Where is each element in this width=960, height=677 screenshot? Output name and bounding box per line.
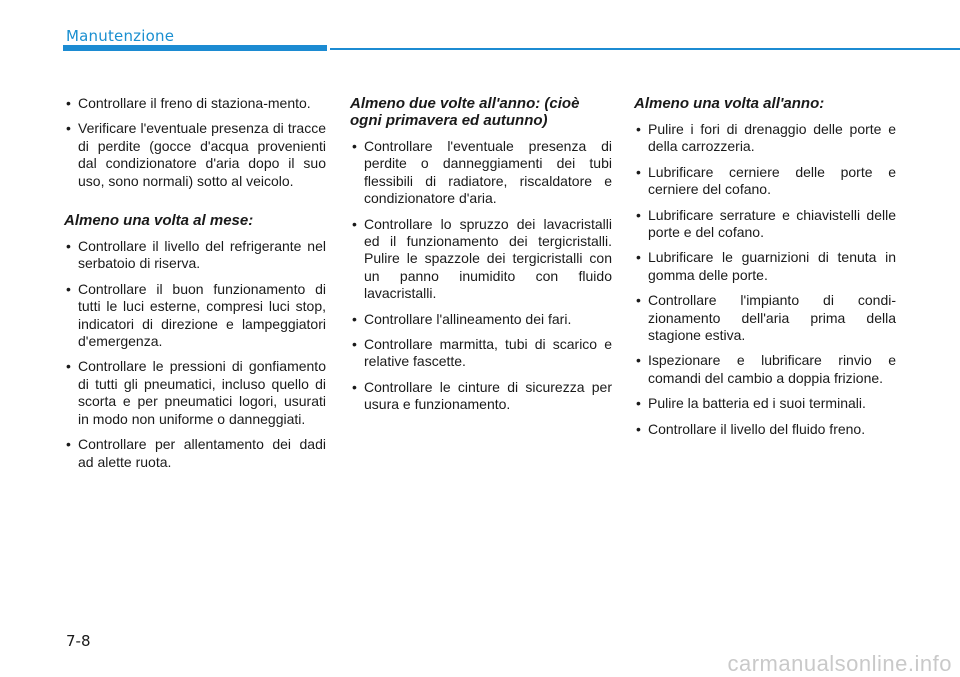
list-item: • Controllare l'allineamento dei fari. (350, 311, 612, 328)
list-item: • Controllare il livello del refrigerante nel serbatoio di riserva. (64, 238, 326, 273)
monthly-heading: Almeno una volta al mese: (64, 212, 254, 230)
list-item: • Pulire la batteria ed i suoi terminali. (634, 395, 896, 412)
section-title-header: Manutenzione (66, 27, 175, 45)
list-item: • Pulire i fori di drenaggio delle porte e della carrozzeria. (634, 121, 896, 156)
twice-yearly-heading: Almeno due volte all'anno: (cioè ogni primavera ed autunno) (350, 95, 580, 129)
yearly-list (634, 121, 896, 438)
page-number: 7-8 (66, 632, 91, 650)
list-item: • Controllare marmitta, tubi di scarico e relative fascette. (350, 336, 612, 371)
list-item: • Lubrificare le guarnizioni di tenuta in gomma delle porte. (634, 249, 896, 284)
header-rule-thin (330, 48, 960, 50)
list-item: • Controllare il freno di staziona-mento. (64, 95, 326, 112)
list-item: • Controllare il livello del fluido freno. (634, 421, 896, 438)
twice-yearly-list (350, 138, 612, 414)
list-item: • Controllare lo spruzzo dei lavacristalli ed il funzionamento dei tergicristalli. Pulire le spazzole dei tergicristalli con un panno inumidito con fluido lavacristalli. (350, 216, 612, 303)
list-item: • Lubrificare cerniere delle porte e cerniere del cofano. (634, 164, 896, 199)
column-1 (64, 95, 326, 479)
list-item: • Controllare per allentamento dei dadi ad alette ruota. (64, 436, 326, 471)
header-rule-thick (63, 45, 327, 51)
list-item: • Controllare le cinture di sicurezza per usura e funzionamento. (350, 379, 612, 414)
column-3 (634, 95, 896, 446)
yearly-heading: Almeno una volta all'anno: (634, 95, 825, 112)
list-item: • Lubrificare serrature e chiavistelli delle porte e del cofano. (634, 207, 896, 242)
list-item: • Ispezionare e lubrificare rinvio e comandi del cambio a doppia frizione. (634, 352, 896, 387)
list-item: • Controllare l'eventuale presenza di perdite o danneggiamenti dei tubi flessibili di radiatore, riscaldatore e condizionatore d'aria. (350, 138, 612, 208)
list-item: • Controllare il buon funzionamento di tutti le luci esterne, compresi luci stop, indicatori di direzione e lampeggiatori d'emergenza. (64, 281, 326, 351)
watermark: carmanualsonline.info (727, 651, 952, 676)
monthly-list (64, 238, 326, 471)
list-item: • Controllare l'impianto di condi-zionamento dell'aria prima della stagione estiva. (634, 292, 896, 344)
list-item: • Verificare l'eventuale presenza di tracce di perdite (gocce d'acqua provenienti dal condizionatore d'aria dopo il suo uso, sono normali) sotto al veicolo. (64, 120, 326, 190)
column-2 (350, 95, 612, 422)
list-item: • Controllare le pressioni di gonfiamento di tutti gli pneumatici, incluso quello di scorta e per pneumatici logori, usurati in modo non uniforme o danneggiati. (64, 358, 326, 428)
intro-list (64, 95, 326, 190)
